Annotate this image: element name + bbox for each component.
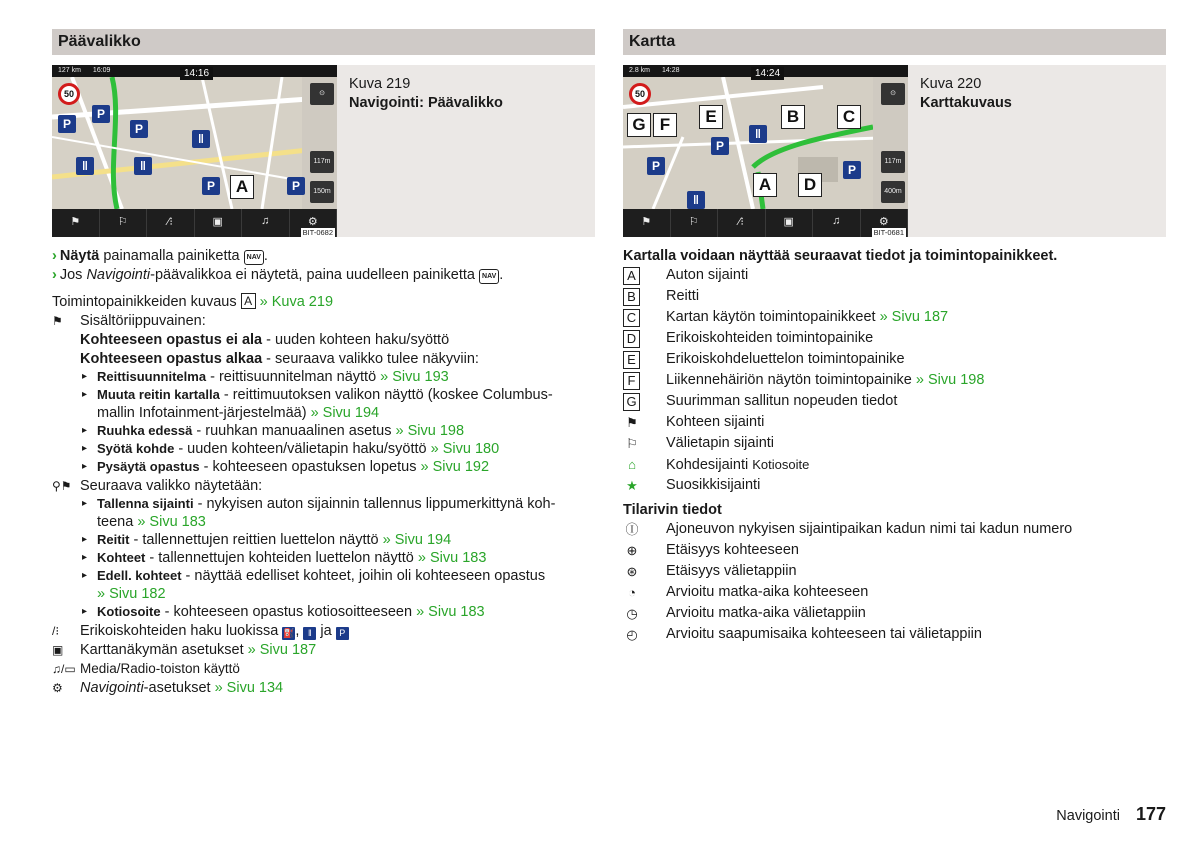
legend-row: ◴ Arvioitu saapumisaika kohteeseen tai välietappiin [623, 625, 1166, 646]
map-marker-g: G [627, 113, 651, 137]
media-icon[interactable]: ♫ [242, 209, 290, 237]
nav-key-icon: NAV [479, 269, 499, 284]
screen-clock: 14:16 [180, 67, 213, 80]
page-number: 177 [1135, 804, 1166, 824]
entry-guidance-not-started: Kohteeseen opastus ei ala - uuden kohteen haku/syöttö [80, 332, 450, 348]
legend-row: A Auton sijainti [623, 266, 1166, 287]
restaurant-pin: ǁ [687, 191, 705, 209]
legend-row: ⊕ Etäisyys kohteeseen [623, 541, 1166, 562]
legend-row: B Reitti [623, 287, 1166, 308]
screen-clock: 14:24 [751, 67, 784, 80]
figure-220 [623, 65, 1166, 237]
restaurant-pin: ǁ [76, 157, 94, 175]
travel-time-icon: ◔ [628, 585, 636, 600]
function-buttons-heading: Toimintopainikkeiden kuvaus A » Kuva 219 [52, 294, 334, 310]
list-item: ▸ Reittisuunnitelma - reittisuunnitelman näyttö » Sivu 193 [52, 368, 595, 386]
map-settings-icon: ▣ [52, 643, 64, 657]
legend-row: G Suurimman sallitun nopeuden tiedot [623, 392, 1166, 413]
instruction-repeat: › Jos Navigointi-päävalikkoa ei näytetä, paina uudelleen painiketta NAV . [52, 267, 504, 283]
legend-row: ⊛ Etäisyys välietappiin [623, 562, 1166, 583]
compass-button[interactable]: ⊙ [310, 83, 334, 105]
status-time: 14:28 [661, 67, 680, 74]
legend-row: ◔ Arvioitu matka-aika kohteeseen [623, 583, 1166, 604]
legend-row: ★ Suosikkisijainti [623, 476, 1166, 497]
caption-title: Navigointi: Päävalikko [349, 95, 503, 111]
parking-pin: P [287, 177, 305, 195]
map-marker-e: E [699, 105, 723, 129]
parking-pin: P [647, 157, 665, 175]
map-marker-a: A [753, 173, 777, 197]
figure-code: BIT-0682 [302, 228, 333, 237]
waypoint-distance-icon: ⊛ [626, 564, 638, 579]
list-item: ▸ Syötä kohde - uuden kohteen/välietapin haku/syöttö » Sivu 180 [52, 440, 595, 458]
entry-content-dependent: ⚑ Sisältöriippuvainen: [52, 313, 206, 329]
legend-row: Ⓘ Ajoneuvon nykyisen sijaintipaikan kadun nimi tai kadun numero [623, 520, 1166, 541]
list-item: ▸ Pysäytä opastus - kohteeseen opastuksen lopetus » Sivu 192 [52, 458, 595, 476]
poi-search-icon[interactable]: ⁄⁝ [718, 209, 766, 237]
list-item: ▸ Tallenna sijainti - nykyisen auton sijainnin tallennus lippumerkittynä koh- teena » Sivu 183 [52, 495, 595, 531]
map-marker-b: B [781, 105, 805, 129]
list-item: ▸ Kotiosoite - kohteeseen opastus kotiosoitteeseen » Sivu 183 [52, 603, 595, 621]
restaurant-icon: ǁ [303, 627, 316, 640]
scale-readout: 150m [310, 181, 334, 203]
walk-icon[interactable]: ⚐ [100, 209, 148, 237]
settings-gear-icon[interactable]: ⚙ [290, 209, 338, 237]
flag-icon[interactable]: ⚑ [52, 209, 100, 237]
map-marker-d: D [798, 173, 822, 197]
info-icon: Ⓘ [625, 522, 639, 537]
list-item: ▸ Muuta reitin kartalla - reittimuutoksen valikon näyttö (koskee Columbus- mallin Infotainment-järjestelmää) » Sivu 194 [52, 386, 595, 422]
nav-screenshot-main-menu [52, 65, 337, 237]
legend-row: C Kartan käytön toimintopainikkeet » Sivu 187 [623, 308, 1166, 329]
settings-gear-icon: ⚙ [52, 681, 63, 695]
restaurant-pin: ǁ [134, 157, 152, 175]
walk-icon[interactable]: ⚐ [671, 209, 719, 237]
flag-icon[interactable]: ⚑ [623, 209, 671, 237]
right-column [623, 29, 1166, 646]
status-time: 16:09 [92, 67, 111, 74]
left-content [52, 247, 595, 697]
fuel-icon: ⛽ [283, 628, 295, 638]
nav-screenshot-map [623, 65, 908, 237]
map-settings-icon[interactable]: ▣ [195, 209, 243, 237]
footer-section: Navigointi [1056, 808, 1120, 824]
list-item: ▸ Edell. kohteet - näyttää edelliset kohteet, joihin oli kohteeseen opastus » Sivu 182 [52, 567, 595, 603]
clock-icon: ◴ [626, 627, 638, 642]
list-item: ▸ Ruuhka edessä - ruuhkan manuaalinen asetus » Sivu 198 [52, 422, 595, 440]
legend-row: ⚐ Välietapin sijainti [623, 434, 1166, 455]
map-marker-c: C [837, 105, 861, 129]
right-content [623, 247, 1166, 646]
waypoint-flag-icon: ⚐ [626, 436, 638, 451]
parking-pin: P [58, 115, 76, 133]
parking-pin: P [711, 137, 729, 155]
status-distance: 127 km [58, 67, 81, 74]
media-icon[interactable]: ♫ [813, 209, 861, 237]
legend-row: F Liikennehäiriön näytön toimintopainike » Sivu 198 [623, 371, 1166, 392]
map-intro: Kartalla voidaan näyttää seuraavat tiedot ja toimintopainikkeet. [623, 248, 1058, 264]
figure-code: BIT-0681 [873, 228, 904, 237]
caption-number: Kuva 220 [920, 76, 982, 92]
legend-row: ◷ Arvioitu matka-aika välietappiin [623, 604, 1166, 625]
legend-row: ⚑ Kohteen sijainti [623, 413, 1166, 434]
map-settings-icon[interactable]: ▣ [766, 209, 814, 237]
entry-map-settings: ▣ Karttanäkymän asetukset » Sivu 187 [52, 642, 317, 658]
speed-limit-sign: 50 [629, 83, 651, 105]
instruction-show: › Näytä painamalla painiketta NAV . [52, 248, 268, 264]
page-footer [1056, 804, 1166, 825]
figure-219 [52, 65, 595, 237]
altitude-readout: 117m [881, 151, 905, 173]
figure-caption [349, 75, 503, 113]
entry-next-menu: ⚲⚑ Seuraava valikko näytetään: [52, 478, 263, 494]
settings-gear-icon[interactable]: ⚙ [861, 209, 909, 237]
list-item: ▸ Kohteet - tallennettujen kohteiden luettelon näyttö » Sivu 183 [52, 549, 595, 567]
restaurant-pin: ǁ [749, 125, 767, 143]
entry-nav-settings: ⚙ Navigointi-asetukset » Sivu 134 [52, 680, 284, 696]
legend-row: D Erikoiskohteiden toimintopainike [623, 329, 1166, 350]
section-title-paavalikko: Päävalikko [52, 29, 595, 55]
map-marker-f: F [653, 113, 677, 137]
poi-search-icon: /⁝ [52, 624, 60, 638]
status-bar-heading: Tilarivin tiedot [623, 502, 722, 518]
figure-caption [920, 75, 1012, 113]
nav-key-icon: NAV [244, 250, 264, 265]
parking-pin: P [202, 177, 220, 195]
parking-pin: P [92, 105, 110, 123]
screen-menu-bar [52, 209, 337, 237]
walk-flag-icon: ⚲⚑ [52, 479, 72, 493]
link-kuva-219[interactable]: » Kuva 219 [259, 294, 334, 310]
parking-pin: P [130, 120, 148, 138]
section-title-kartta: Kartta [623, 29, 1166, 55]
waypoint-time-icon: ◷ [626, 606, 638, 621]
caption-number: Kuva 219 [349, 76, 411, 92]
media-icon: ♫/▭ [52, 662, 76, 676]
destination-distance-icon: ⊕ [626, 543, 638, 558]
list-item: ▸ Reitit - tallennettujen reittien luettelon näyttö » Sivu 194 [52, 531, 595, 549]
altitude-readout: 117m [310, 151, 334, 173]
destination-flag-icon: ⚑ [626, 415, 638, 430]
entry-poi-search: /⁝ Erikoiskohteiden haku luokissa ⛽, ǁ ja P [52, 622, 595, 640]
entry-media: ♫/▭ Media/Radio-toiston käyttö [52, 661, 240, 676]
screen-menu-bar [623, 209, 908, 237]
star-icon: ★ [626, 478, 638, 493]
flag-icon: ⚑ [52, 314, 63, 328]
parking-icon: P [336, 627, 349, 640]
caption-title: Karttakuvaus [920, 95, 1012, 111]
parking-pin: P [843, 161, 861, 179]
home-icon: ⌂ [628, 457, 636, 472]
scale-readout: 400m [881, 181, 905, 203]
poi-search-icon[interactable]: ⁄⁝ [147, 209, 195, 237]
legend-row: ⌂ Kohdesijainti Kotiosoite [623, 455, 1166, 476]
legend-row: E Erikoiskohdeluettelon toimintopainike [623, 350, 1166, 371]
left-column [52, 29, 595, 697]
map-marker-a: A [230, 175, 254, 199]
speed-limit-sign: 50 [58, 83, 80, 105]
status-distance: 2.8 km [629, 67, 651, 74]
compass-button[interactable]: ⊙ [881, 83, 905, 105]
restaurant-pin: ǁ [192, 130, 210, 148]
entry-guidance-started: Kohteeseen opastus alkaa - seuraava valikko tulee näkyviin: [80, 351, 479, 367]
